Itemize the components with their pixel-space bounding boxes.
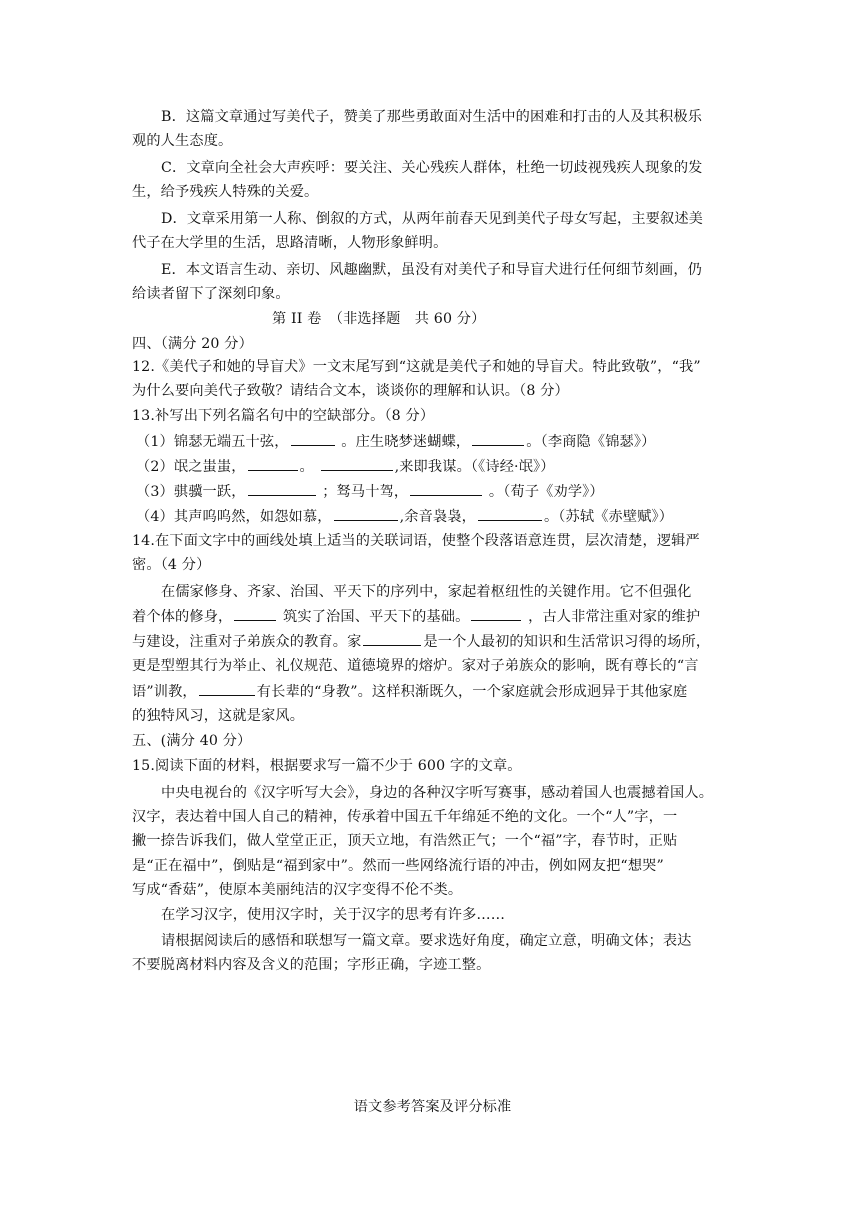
q13-item-1: （1）锦瑟无端五十弦， 。庄生晓梦迷蝴蝶， 。（李商隐《锦瑟》） bbox=[136, 431, 746, 452]
question-14-line1: 14.在下面文字中的画线处填上适当的关联词语，使整个段落语意连贯，层次清楚，逻辑严 bbox=[132, 533, 700, 549]
material-line2: 汉字，表达着中国人自己的精神，传承着中国五千年绵延不绝的文化。一个“人”字，一 bbox=[132, 809, 678, 825]
option-c-line1: C．文章向全社会大声疾呼：要关注、关心残疾人群体，杜绝一切歧视残疾人现象的发 bbox=[161, 160, 703, 176]
q13-item-3: （3）骐骥一跃， ；驽马十驾， 。（荀子《劝学》） bbox=[136, 481, 746, 502]
part-5-heading: 五、(满分 40 分） bbox=[132, 733, 252, 749]
material-line4: 是“正在福中”，倒贴是“福到家中”。然而一些网络流行语的冲击，例如网友把“想哭” bbox=[132, 858, 664, 874]
question-15: 15.阅读下面的材料，根据要求写一篇不少于 600 字的文章。 bbox=[132, 758, 522, 774]
passage-line5: 语”训教， 有长辈的“身教”。这样积渐既久，一个家庭就会形成迥异于其他家庭 bbox=[132, 681, 742, 702]
option-d-line1: D．文章采用第一人称、倒叙的方式，从两年前春天见到美代子母女写起，主要叙述美 bbox=[161, 211, 704, 227]
part-4-heading: 四、（满分 20 分） bbox=[132, 336, 253, 352]
question-12-line2: 为什么要向美代子致敬？请结合文本，谈谈你的理解和认识。（8 分） bbox=[132, 383, 569, 399]
material-line1: 中央电视台的《汉字听写大会》，身边的各种汉字听写赛事，感动着国人也震撼着国人。 bbox=[161, 785, 714, 801]
passage-line2: 着个体的修身， 筑实了治国、平天下的基础。 ，古人非常注重对家的维护 bbox=[132, 606, 742, 627]
material-line5: 写成“香菇”，使原本美丽纯洁的汉字变得不伦不类。 bbox=[132, 882, 463, 898]
passage-line3: 与建设，注重对子弟族众的教育。家 是一个人最初的知识和生活常识习得的场所， bbox=[132, 631, 742, 652]
question-13: 13.补写出下列名篇名句中的空缺部分。（8 分） bbox=[132, 408, 435, 424]
passage-line6: 的独特风习，这就是家风。 bbox=[132, 708, 305, 724]
requirement-line2: 不要脱离材料内容及含义的范围；字形正确，字迹工整。 bbox=[132, 957, 491, 973]
option-b-line1: B．这篇文章通过写美代子，赞美了那些勇敢面对生活中的困难和打击的人及其积极乐 bbox=[161, 109, 703, 125]
requirement-line1: 请根据阅读后的感悟和联想写一篇文章。要求选好角度，确定立意，明确文体；表达 bbox=[161, 933, 692, 949]
section-2-title: 第 II 卷 （非选择题 共 60 分） bbox=[272, 311, 486, 327]
question-12-line1: 12.《美代子和她的导盲犬》一文末尾写到“这就是美代子和她的导盲犬。特此致敬”，“我” bbox=[132, 359, 701, 375]
option-b-line2: 观的人生态度。 bbox=[132, 133, 233, 149]
q13-item-2: （2）氓之蚩蚩， 。 ,来即我谋。（《诗经·氓》） bbox=[136, 456, 746, 477]
q13-item-4: （4）其声呜呜然，如怨如慕， ,余音袅袅， 。（苏轼《赤壁赋》） bbox=[136, 506, 746, 527]
option-e-line1: E．本文语言生动、亲切、风趣幽默，虽没有对美代子和导盲犬进行任何细节刻画，仍 bbox=[161, 262, 702, 278]
option-d-line2: 代子在大学里的生活，思路清晰，人物形象鲜明。 bbox=[132, 235, 448, 251]
answer-key-title: 语文参考答案及评分标准 bbox=[353, 1099, 512, 1115]
option-c-line2: 生，给予残疾人特殊的关爱。 bbox=[132, 184, 319, 200]
passage-line1: 在儒家修身、齐家、治国、平天下的序列中，家起着枢纽性的关键作用。它不但强化 bbox=[161, 584, 692, 600]
material-line6: 在学习汉字，使用汉字时，关于汉字的思考有许多…… bbox=[161, 907, 506, 923]
question-14-line2: 密。（4 分） bbox=[132, 557, 211, 573]
option-e-line2: 给读者留下了深刻印象。 bbox=[132, 286, 290, 302]
passage-line4: 更是型塑其行为举止、礼仪规范、道德境界的熔炉。家对子弟族众的影响，既有尊长的“言 bbox=[132, 658, 699, 674]
material-line3: 撇一捺告诉我们，做人堂堂正正，顶天立地，有浩然正气；一个“福”字，春节时，正贴 bbox=[132, 833, 678, 849]
